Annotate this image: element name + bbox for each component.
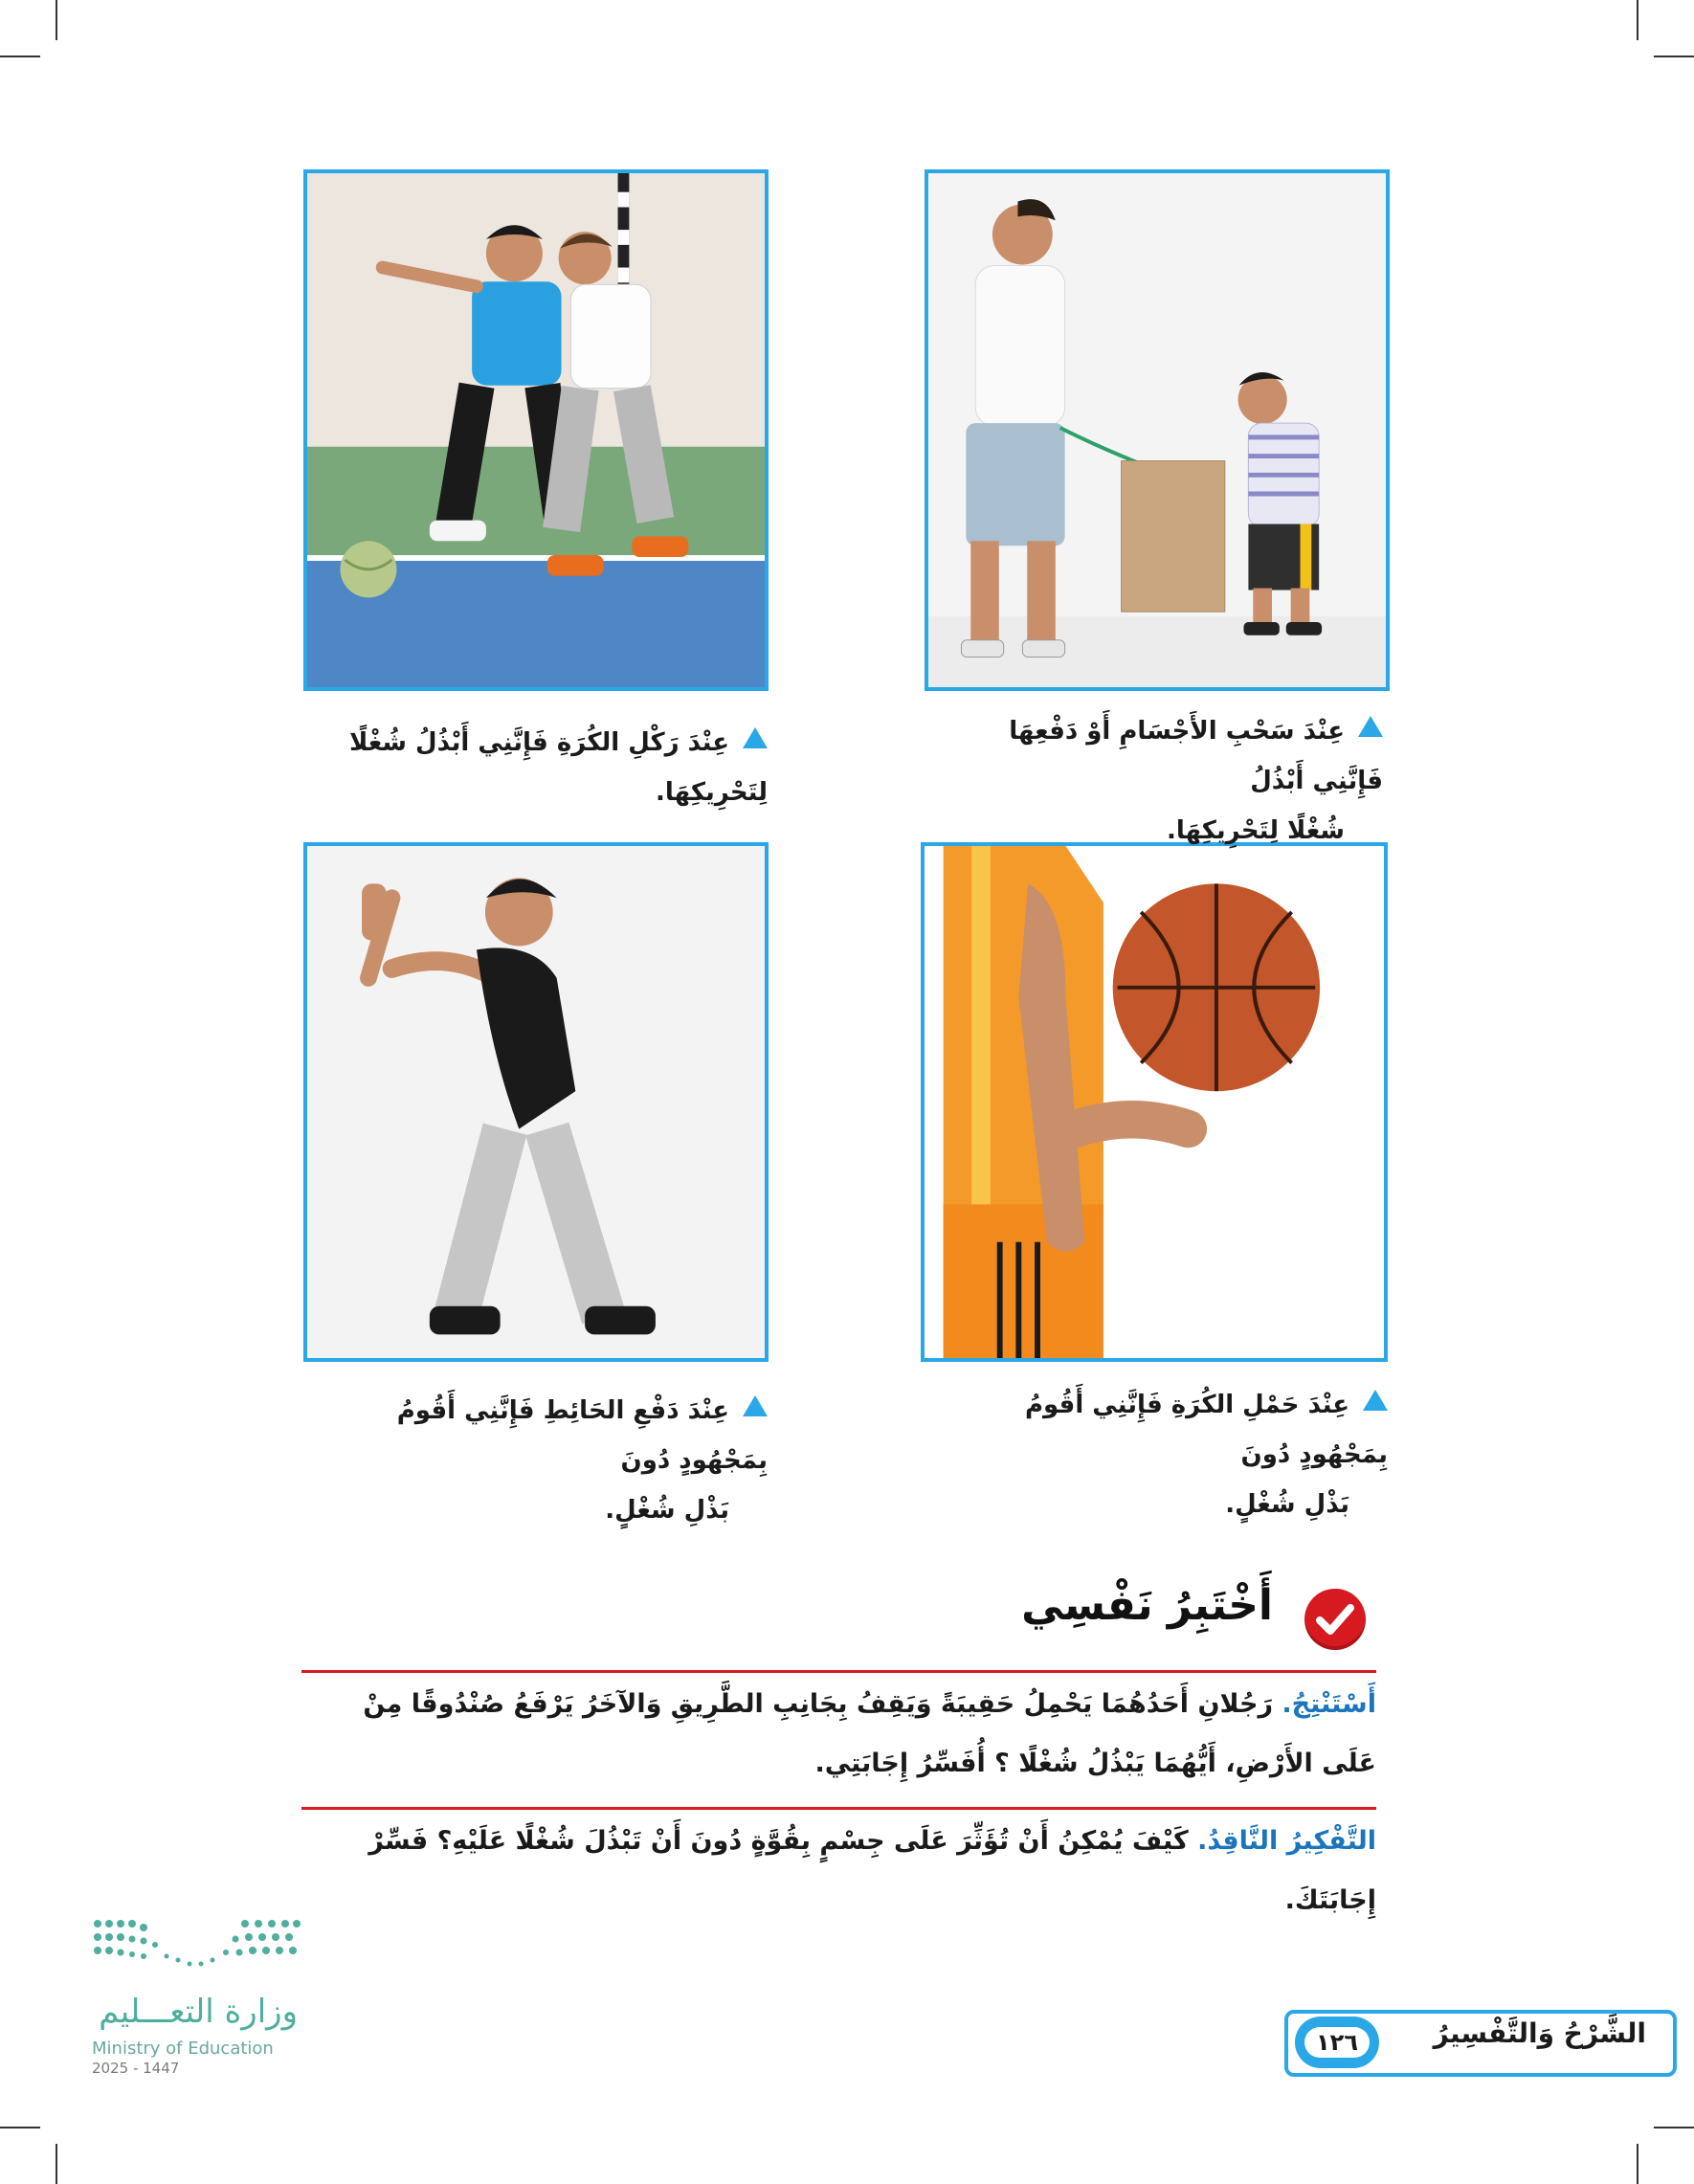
page-number-badge (1295, 2017, 1379, 2068)
crop-mark (0, 2127, 40, 2128)
crop-mark (56, 0, 57, 40)
photo-kicking-ball (303, 169, 769, 691)
question-critical-thinking: التَّفْكِيرُ النَّاقِدُ. كَيْفَ يُمْكِنُ أَنْ تُؤَثِّرَ عَلَى جِسْمٍ بِقُوَّةٍ دُونَ أَنْ تَبْذُلَ شُغْلًا عَلَيْهِ؟ فَسِّرْ إِجَابَتَكَ. (368, 1826, 1376, 1915)
checkmark-icon (1304, 1589, 1366, 1650)
ministry-name-english: Ministry of Education (92, 2039, 274, 2059)
question-lead: أَسْتَنْتِجُ. (1282, 1689, 1376, 1719)
ministry-name-arabic: وزارة التعـــليم (99, 1993, 298, 2031)
photo-pulling-box (925, 169, 1390, 691)
caption-pull-push: عِنْدَ سَحْبِ الأَجْسَامِ أَوْ دَفْعِهَا فَإِنَّنِي أَبْذُلُ شُغْلًا لِتَحْرِيكِهَا. (1009, 717, 1383, 845)
footer-section-label: الشَّرْحُ وَالتَّفْسِيرُ (1433, 2017, 1646, 2049)
caption-wall: عِنْدَ دَفْعِ الحَائِطِ فَإِنَّنِي أَقُومُ بِمَجْهُودٍ دُونَ بَذْلِ شُغْلٍ. (396, 1396, 768, 1525)
question-lead: التَّفْكِيرُ النَّاقِدُ. (1197, 1826, 1376, 1856)
crop-mark (1654, 2127, 1694, 2128)
crop-mark (0, 56, 40, 57)
triangle-bullet-icon (743, 727, 768, 748)
crop-mark (1637, 2144, 1638, 2184)
triangle-bullet-icon (743, 1395, 768, 1416)
triangle-bullet-icon (1363, 1390, 1388, 1411)
question-conclude: أَسْتَنْتِجُ. رَجُلانِ أَحَدُهُمَا يَحْمِلُ حَقِيبَةً وَيَقِفُ بِجَانِبِ الطَّرِيقِ وَالآخَرُ يَرْفَعُ صُنْدُوقًا مِنْ عَلَى الأَرْضِ، أَيُّهُمَا يَبْذُلُ شُغْلًا ؟ أُفَسِّرُ إِجَابَتِي. (363, 1689, 1376, 1778)
crop-mark (1654, 56, 1694, 57)
ministry-year: 2025 - 1447 (92, 2060, 180, 2077)
crop-mark (1637, 0, 1638, 40)
page-number: ١٢٦ (1304, 2027, 1370, 2058)
photo-pushing-wall (303, 842, 769, 1362)
divider (301, 1807, 1376, 1810)
caption-kick: عِنْدَ رَكْلِ الكُرَةِ فَإِنَّنِي أَبْذُلُ شُغْلًا لِتَحْرِيكِهَا. (349, 728, 768, 807)
self-test-title: أَخْتَبِرُ نَفْسِي (1021, 1581, 1273, 1630)
photo-holding-ball (921, 842, 1388, 1362)
triangle-bullet-icon (1358, 716, 1383, 737)
caption-hold: عِنْدَ حَمْلِ الكُرَةِ فَإِنَّنِي أَقُومُ بِمَجْهُودٍ دُونَ بَذْلِ شُغْلٍ. (1024, 1391, 1388, 1519)
ministry-logo-icon (92, 1914, 302, 1983)
crop-mark (56, 2144, 57, 2184)
divider (301, 1670, 1376, 1673)
